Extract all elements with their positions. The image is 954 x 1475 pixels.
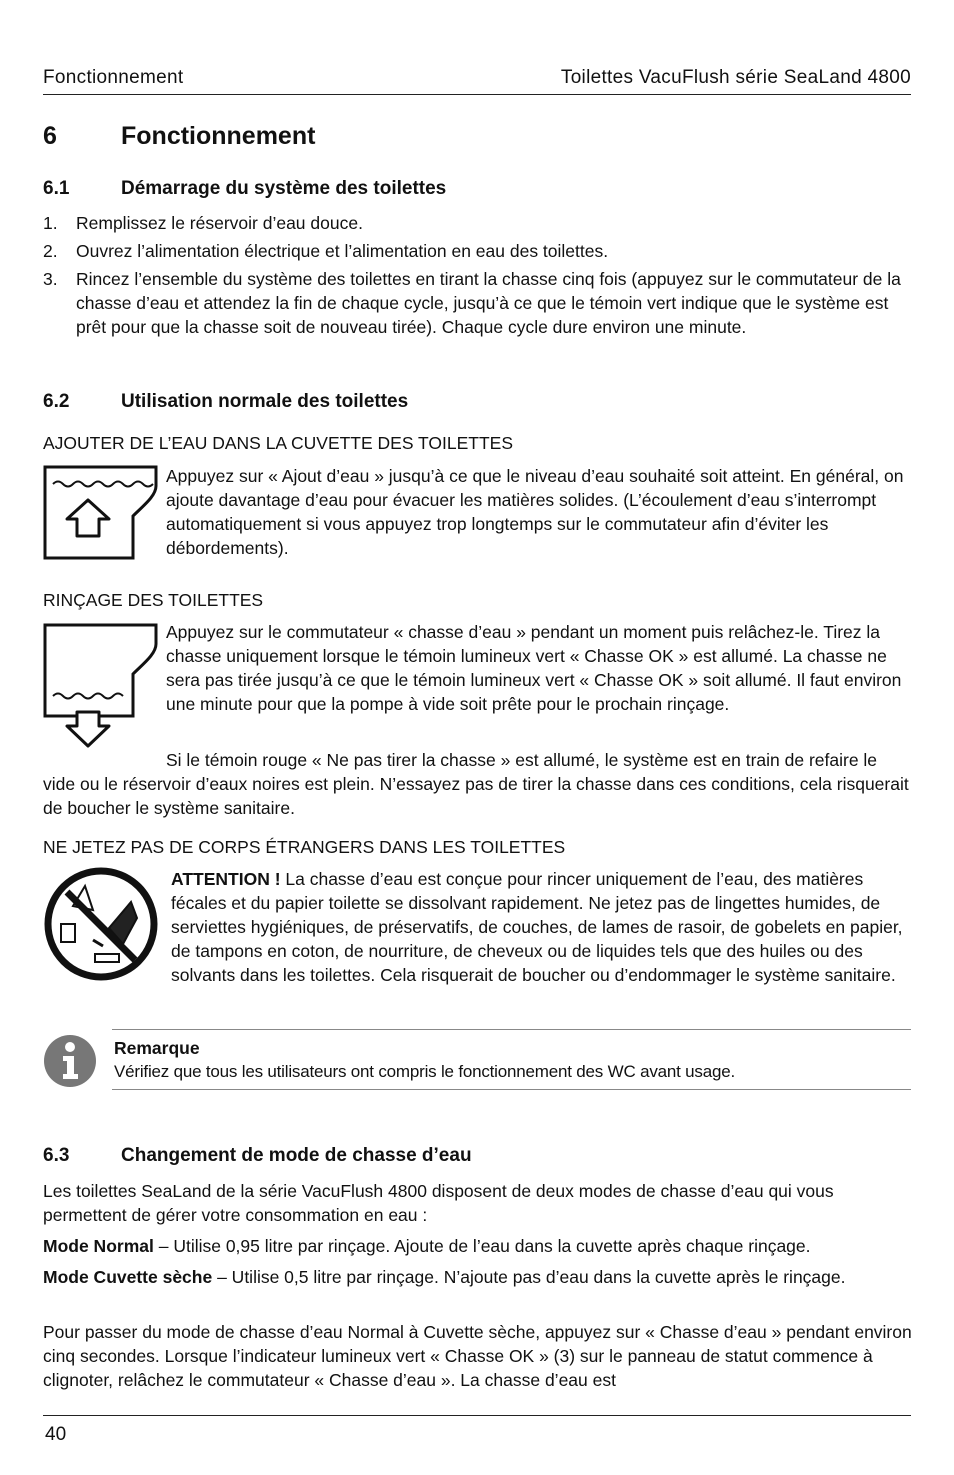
mode-dry-bowl: [43, 1265, 913, 1289]
list-text: Ouvrez l’alimentation électrique et l’alimentation en eau des toilettes.: [76, 241, 609, 261]
section-title: Fonctionnement: [121, 122, 316, 150]
section-heading: [43, 124, 315, 148]
attention-label: ATTENTION !: [171, 869, 281, 889]
subsection-title: Démarrage du système des toilettes: [121, 178, 447, 199]
note-bottom-rule: [112, 1089, 911, 1090]
modes-intro: Les toilettes SeaLand de la série VacuFlush 4800 disposent de deux modes de chasse d’eau qui vous permettent de gérer votre consommation en eau :: [43, 1181, 834, 1225]
note-title: Remarque: [114, 1038, 200, 1058]
subsection-title: Utilisation normale des toilettes: [121, 391, 409, 412]
switch-mode-text: Pour passer du mode de chasse d’eau Normal à Cuvette sèche, appuyez sur « Chasse d’eau » pendant environ cinq secondes. Lorsque l’indicateur lumineux vert « Chasse OK » (3) sur le panneau de statut commence à clignoter, relâchez le commutateur « Chasse d’eau ». La chasse d’eau est: [43, 1322, 912, 1390]
startup-steps-list: [43, 211, 911, 343]
header-rule: [43, 94, 911, 95]
list-number: 3.: [43, 269, 58, 289]
add-water-icon: [43, 464, 159, 566]
no-foreign-objects-icon: [43, 866, 159, 988]
rinse-warning-text: Si le témoin rouge « Ne pas tirer la chasse » est allumé, le système est en train de refaire le vide ou le réservoir d’eaux noires est plein. N’essayez pas de tirer la chasse dans ces conditions, cela risquerait de boucher le système sanitaire.: [43, 750, 909, 818]
subsection-heading-6-3: [43, 1144, 472, 1168]
list-item: [43, 239, 911, 263]
subsection-heading-6-1: [43, 177, 446, 201]
subsection-title: Changement de mode de chasse d’eau: [121, 1145, 472, 1166]
footer-rule: [43, 1415, 911, 1416]
add-water-heading: AJOUTER DE L’EAU DANS LA CUVETTE DES TOILETTES: [43, 433, 514, 453]
mode-normal: [43, 1234, 913, 1258]
list-number: 2.: [43, 241, 58, 261]
running-header-section: Fonctionnement: [43, 67, 184, 88]
mode-normal-label: Mode Normal: [43, 1236, 154, 1256]
subsection-number: 6.2: [43, 391, 70, 412]
add-water-text: Appuyez sur « Ajout d’eau » jusqu’à ce que le niveau d’eau souhaité soit atteint. En général, on ajoute davantage d’eau pour évacuer les matières solides. (L’écoulement d’eau s’interrompt automatiquement si vous appuyez trop longtemps sur le commutateur afin d’éviter les débordements).: [166, 466, 904, 558]
mode-normal-text: – Utilise 0,95 litre par rinçage. Ajoute de l’eau dans la cuvette après chaque rinçage.: [153, 1236, 811, 1256]
list-item: [43, 267, 911, 339]
mode-dry-text: – Utilise 0,5 litre par rinçage. N’ajoute pas d’eau dans la cuvette après le rinçage.: [212, 1267, 846, 1287]
subsection-number: 6.1: [43, 178, 70, 199]
list-text: Rincez l’ensemble du système des toilettes en tirant la chasse cinq fois (appuyez sur le commutateur de la chasse d’eau et attendez la fin de chaque cycle, jusqu’à ce que le témoin vert indique que le système est prêt pour que la chasse soit de nouveau tirée). Chaque cycle dure environ une minute.: [76, 269, 901, 337]
section-number: 6: [43, 122, 57, 150]
subsection-heading-6-2: [43, 390, 408, 414]
attention-text: La chasse d’eau est conçue pour rincer uniquement de l’eau, des matières fécales et du papier toilette se dissolvant rapidement. Ne jetez pas de lingettes humides, de serviettes hygiéniques, de préservatifs, de couches, de lames de rasoir, de gobelets en papier, de tampons en coton, de nourriture, de cheveux ou de liquides tels que des huiles ou des solvants dans les toilettes. Cela risquerait de boucher ou d’endommager le système sanitaire.: [171, 869, 903, 985]
foreign-objects-heading: NE JETEZ PAS DE CORPS ÉTRANGERS DANS LES TOILETTES: [43, 837, 566, 857]
list-item: [43, 211, 911, 235]
info-icon: [43, 1034, 97, 1094]
mode-dry-label: Mode Cuvette sèche: [43, 1267, 213, 1287]
flush-icon: [43, 622, 159, 756]
subsection-number: 6.3: [43, 1145, 70, 1166]
note-text: Vérifiez que tous les utilisateurs ont compris le fonctionnement des WC avant usage.: [114, 1062, 736, 1081]
note-top-rule: [112, 1029, 911, 1030]
list-number: 1.: [43, 213, 58, 233]
list-text: Remplissez le réservoir d’eau douce.: [76, 213, 363, 233]
foreign-objects-text: [171, 867, 911, 987]
rinse-heading: RINÇAGE DES TOILETTES: [43, 590, 264, 610]
running-header-title: Toilettes VacuFlush série SeaLand 4800: [560, 67, 911, 88]
rinse-text: Appuyez sur le commutateur « chasse d’eau » pendant un moment puis relâchez-le. Tirez la chasse uniquement lorsque le témoin lumineux vert « Chasse OK » est allumé. La chasse ne sera pas tirée jusqu’à ce que le témoin lumineux vert « Chasse OK » soit allumé. Il faut environ une minute pour que la pompe à vide soit prête pour le prochain rinçage.: [166, 622, 902, 714]
page-number: 40: [45, 1424, 67, 1445]
